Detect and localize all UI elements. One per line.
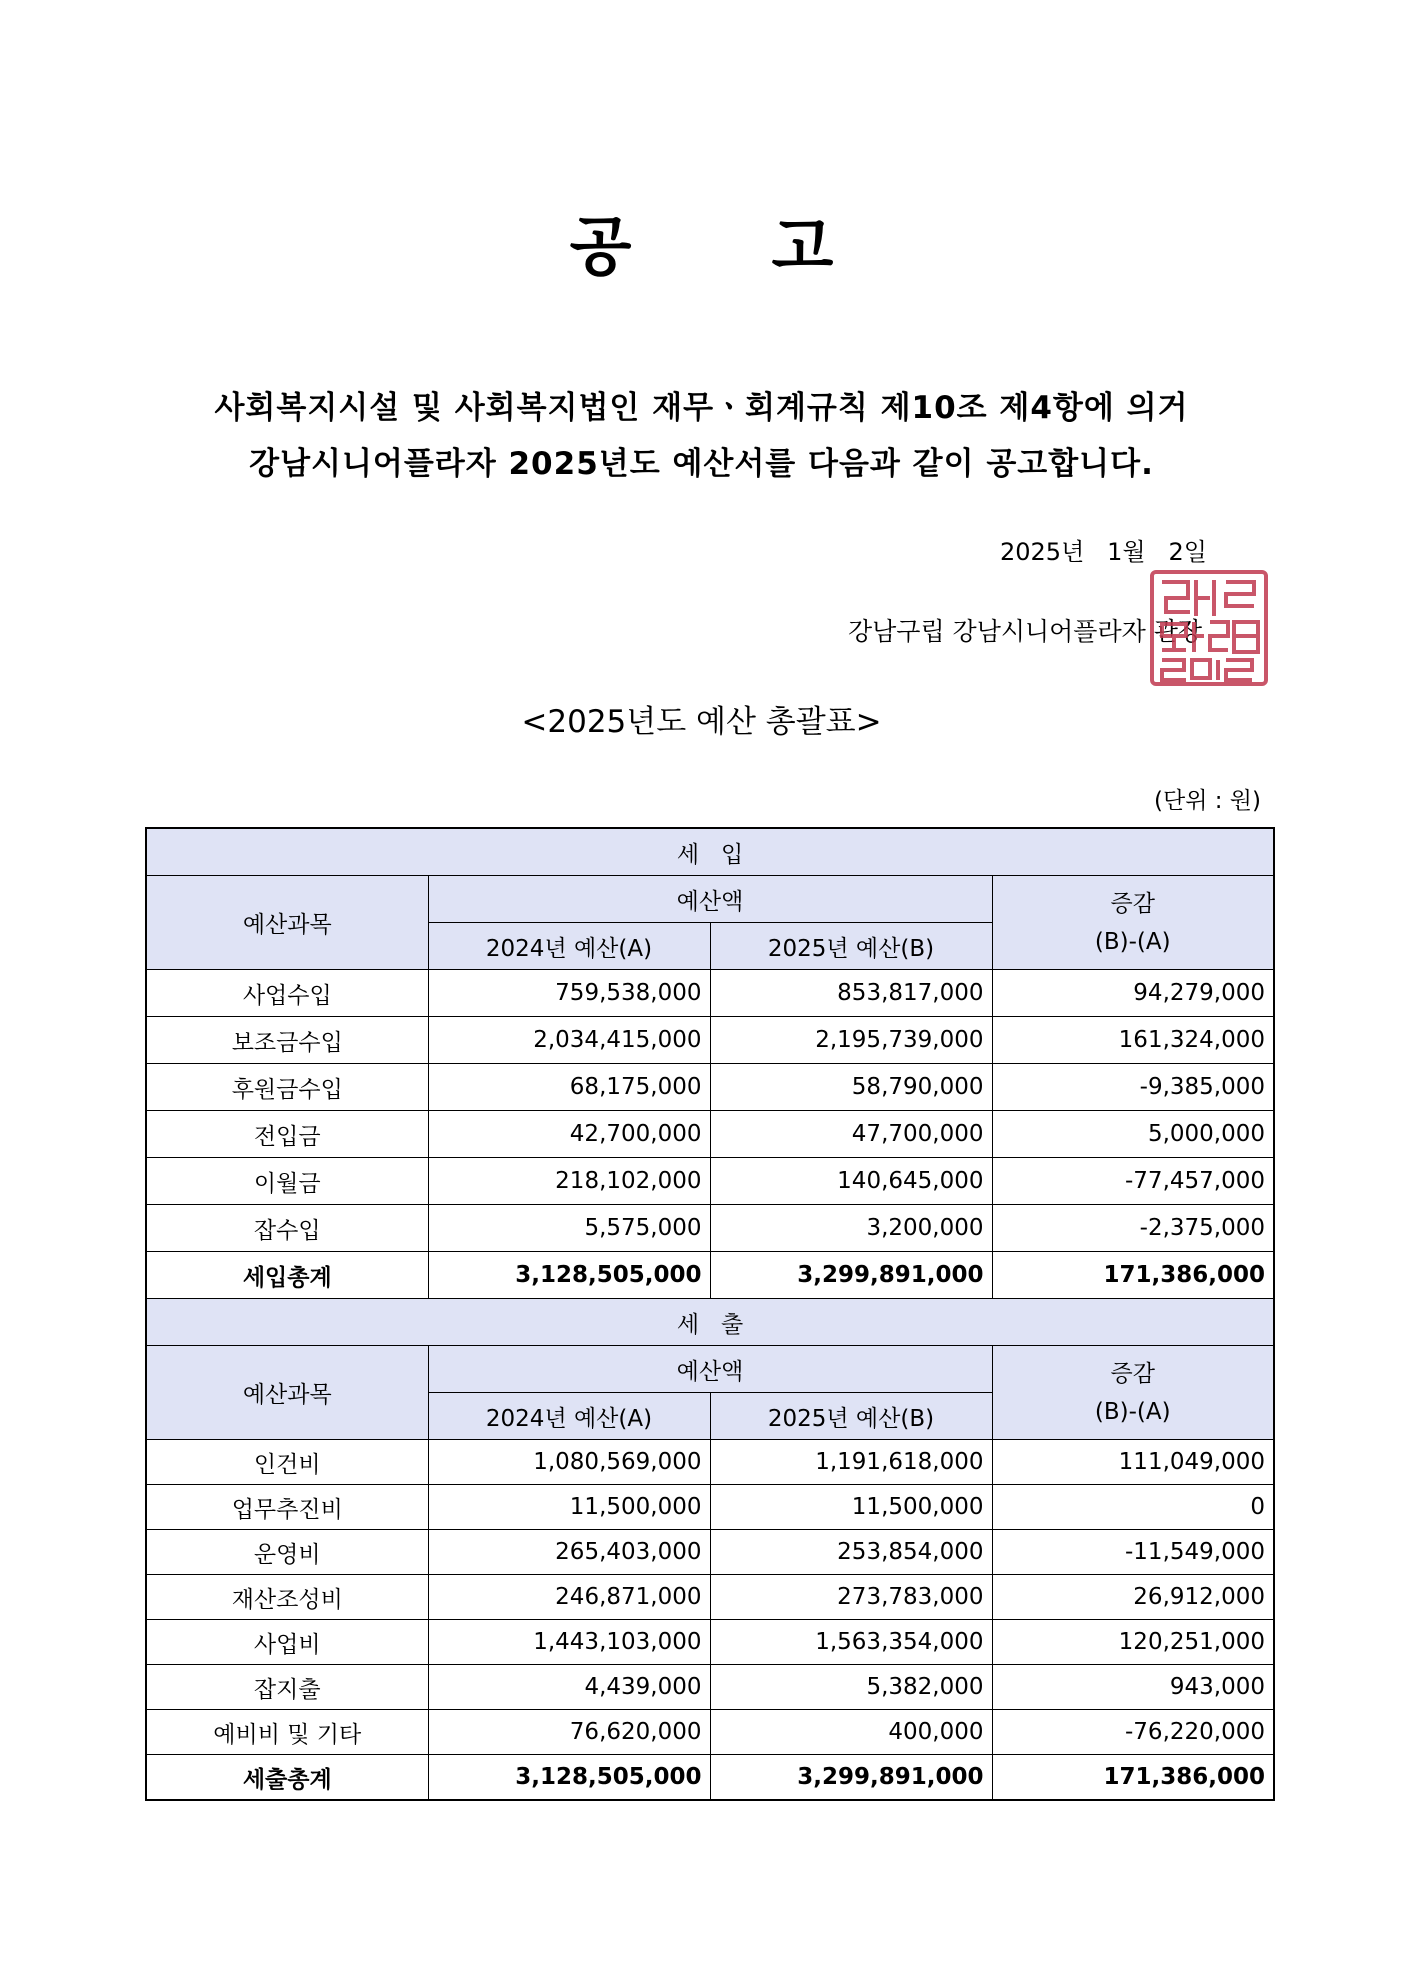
row-curr-amount: 2,195,739,000 [710, 1017, 992, 1064]
total-diff: 171,386,000 [992, 1755, 1274, 1801]
table-row [146, 1620, 1274, 1665]
row-diff: 111,049,000 [992, 1440, 1274, 1485]
unit-label: (단위 : 원) [1154, 788, 1261, 814]
amount-header: 예산액 [428, 876, 992, 923]
total-prev-amount: 3,128,505,000 [428, 1755, 710, 1801]
table-row [146, 1205, 1274, 1252]
table-row [146, 1158, 1274, 1205]
row-diff: -77,457,000 [992, 1158, 1274, 1205]
announcement-date: 2025년 1월 2일 [1000, 538, 1207, 566]
row-prev-amount: 1,443,103,000 [428, 1620, 710, 1665]
row-curr-amount: 1,191,618,000 [710, 1440, 992, 1485]
table-row [146, 1575, 1274, 1620]
intro-line-1: 사회복지시설 및 사회복지법인 재무ㆍ회계규칙 제10조 제4항에 의거 [214, 390, 1189, 426]
row-curr-amount: 3,200,000 [710, 1205, 992, 1252]
row-subject: 잡수입 [146, 1205, 428, 1252]
diff-header-label: 증감 [1110, 890, 1155, 917]
table-row [146, 1440, 1274, 1485]
row-diff: 5,000,000 [992, 1111, 1274, 1158]
row-subject: 재산조성비 [146, 1575, 428, 1620]
row-prev-amount: 4,439,000 [428, 1665, 710, 1710]
row-prev-amount: 5,575,000 [428, 1205, 710, 1252]
curr-year-header: 2025년 예산(B) [710, 923, 992, 970]
row-curr-amount: 140,645,000 [710, 1158, 992, 1205]
table-row [146, 1665, 1274, 1710]
row-diff: 26,912,000 [992, 1575, 1274, 1620]
revenue-column-header-row [146, 876, 1274, 923]
diff-header-formula: (B)-(A) [1094, 928, 1171, 955]
diff-header [992, 1346, 1274, 1440]
row-prev-amount: 2,034,415,000 [428, 1017, 710, 1064]
table-row [146, 1017, 1274, 1064]
table-row [146, 1710, 1274, 1755]
expenditure-total-row [146, 1755, 1274, 1801]
title-char-1: 공 [569, 211, 632, 285]
revenue-total-row [146, 1252, 1274, 1299]
total-subject: 세출총계 [146, 1755, 428, 1801]
total-curr-amount: 3,299,891,000 [710, 1755, 992, 1801]
row-curr-amount: 1,563,354,000 [710, 1620, 992, 1665]
prev-year-header: 2024년 예산(A) [428, 1393, 710, 1440]
diff-header-label: 증감 [1110, 1360, 1155, 1387]
row-diff: -76,220,000 [992, 1710, 1274, 1755]
expenditure-section-label: 세 출 [146, 1299, 1274, 1346]
row-curr-amount: 5,382,000 [710, 1665, 992, 1710]
curr-year-header: 2025년 예산(B) [710, 1393, 992, 1440]
diff-header [992, 876, 1274, 970]
table-row [146, 1530, 1274, 1575]
row-subject: 인건비 [146, 1440, 428, 1485]
row-curr-amount: 47,700,000 [710, 1111, 992, 1158]
row-subject: 사업비 [146, 1620, 428, 1665]
row-diff: 120,251,000 [992, 1620, 1274, 1665]
row-prev-amount: 68,175,000 [428, 1064, 710, 1111]
expenditure-column-header-row [146, 1346, 1274, 1393]
row-prev-amount: 265,403,000 [428, 1530, 710, 1575]
row-subject: 사업수입 [146, 970, 428, 1017]
subject-header: 예산과목 [146, 1346, 428, 1440]
row-subject: 잡지출 [146, 1665, 428, 1710]
row-subject: 이월금 [146, 1158, 428, 1205]
row-prev-amount: 42,700,000 [428, 1111, 710, 1158]
table-row [146, 1111, 1274, 1158]
row-diff: 94,279,000 [992, 970, 1274, 1017]
row-subject: 전입금 [146, 1111, 428, 1158]
intro-line-2: 강남시니어플라자 2025년도 예산서를 다음과 같이 공고합니다. [249, 446, 1154, 482]
row-curr-amount: 853,817,000 [710, 970, 992, 1017]
row-diff: 943,000 [992, 1665, 1274, 1710]
row-prev-amount: 1,080,569,000 [428, 1440, 710, 1485]
row-subject: 후원금수입 [146, 1064, 428, 1111]
total-subject: 세입총계 [146, 1252, 428, 1299]
row-prev-amount: 759,538,000 [428, 970, 710, 1017]
row-diff: -9,385,000 [992, 1064, 1274, 1111]
official-seal-icon [1148, 568, 1270, 688]
row-curr-amount: 58,790,000 [710, 1064, 992, 1111]
row-prev-amount: 76,620,000 [428, 1710, 710, 1755]
subject-header: 예산과목 [146, 876, 428, 970]
row-prev-amount: 246,871,000 [428, 1575, 710, 1620]
row-curr-amount: 273,783,000 [710, 1575, 992, 1620]
row-curr-amount: 253,854,000 [710, 1530, 992, 1575]
row-diff: -2,375,000 [992, 1205, 1274, 1252]
total-prev-amount: 3,128,505,000 [428, 1252, 710, 1299]
expenditure-section-header-row [146, 1299, 1274, 1346]
row-subject: 업무추진비 [146, 1485, 428, 1530]
row-curr-amount: 400,000 [710, 1710, 992, 1755]
table-row [146, 970, 1274, 1017]
total-curr-amount: 3,299,891,000 [710, 1252, 992, 1299]
budget-summary-table [145, 827, 1275, 1801]
diff-header-formula: (B)-(A) [1094, 1398, 1171, 1425]
intro-paragraph [0, 380, 1403, 492]
row-subject: 보조금수입 [146, 1017, 428, 1064]
revenue-section-header-row [146, 828, 1274, 876]
amount-header: 예산액 [428, 1346, 992, 1393]
row-prev-amount: 11,500,000 [428, 1485, 710, 1530]
row-subject: 운영비 [146, 1530, 428, 1575]
row-diff: 161,324,000 [992, 1017, 1274, 1064]
title-char-2: 고 [771, 211, 834, 285]
row-prev-amount: 218,102,000 [428, 1158, 710, 1205]
total-diff: 171,386,000 [992, 1252, 1274, 1299]
row-diff: 0 [992, 1485, 1274, 1530]
prev-year-header: 2024년 예산(A) [428, 923, 710, 970]
table-row [146, 1064, 1274, 1111]
row-diff: -11,549,000 [992, 1530, 1274, 1575]
revenue-section-label: 세 입 [146, 828, 1274, 876]
table-row [146, 1485, 1274, 1530]
row-curr-amount: 11,500,000 [710, 1485, 992, 1530]
summary-table-title: <2025년도 예산 총괄표> [521, 704, 882, 740]
page-title [0, 196, 1403, 288]
issuer-name: 강남구립 강남시니어플라자 관장 [848, 617, 1202, 646]
row-subject: 예비비 및 기타 [146, 1710, 428, 1755]
